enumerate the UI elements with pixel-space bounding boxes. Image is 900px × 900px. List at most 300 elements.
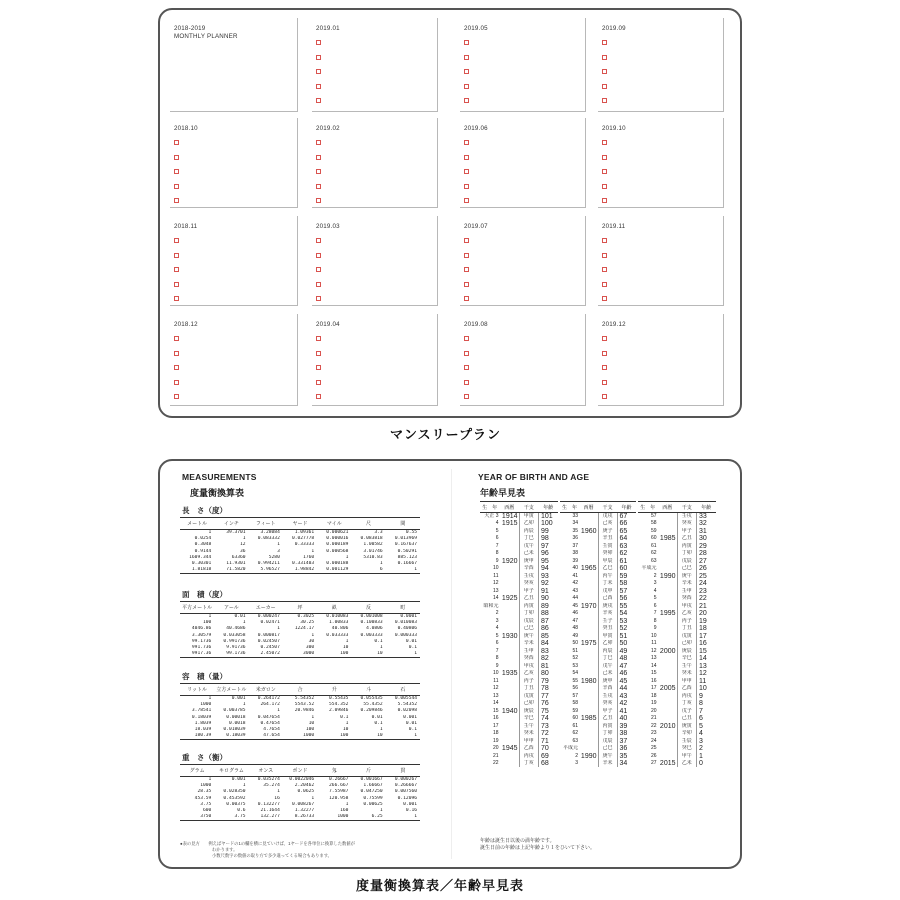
table-cell: 43: [572, 587, 578, 594]
table-row: [180, 614, 420, 621]
table-cell: 132.277: [249, 814, 283, 821]
table-cell: 1985: [580, 715, 597, 723]
checkbox-icon: [316, 155, 321, 160]
table-cell: 1: [386, 567, 420, 574]
month-label: 2019.04: [316, 321, 340, 328]
table-row: [480, 565, 558, 572]
table-cell: [579, 693, 598, 700]
table-cell: 1: [311, 548, 315, 554]
column-header: 匁: [317, 765, 351, 777]
table-cell: [579, 723, 598, 730]
column-header: マイル: [317, 518, 351, 530]
table-cell: 6: [495, 535, 499, 542]
table-cell: [658, 595, 678, 602]
table-cell: 600: [202, 808, 212, 814]
month-label: 2019.01: [316, 25, 340, 32]
table-cell: 辛亥: [598, 610, 617, 617]
table-cell: [579, 543, 598, 550]
table-cell: 2015: [659, 759, 676, 767]
table-row: [638, 760, 716, 767]
table-cell: 60: [572, 715, 578, 722]
table-cell: 0.000267: [394, 777, 417, 782]
checkbox-icon: [464, 282, 469, 287]
table-cell: 43: [617, 693, 636, 700]
table-cell: 26: [650, 752, 657, 759]
table-cell: 丁丑: [519, 685, 539, 692]
table-cell: 82: [539, 655, 559, 662]
table-cell: 1.8039: [194, 720, 212, 726]
table-cell: 丁亥: [519, 760, 539, 767]
table-cell: [658, 730, 678, 737]
checkbox-icon: [316, 198, 321, 203]
table-cell: 0.266667: [394, 783, 417, 789]
table-cell: 23: [650, 730, 657, 737]
table-cell: 庚子: [598, 528, 617, 535]
table-row: [480, 535, 558, 542]
month-label: 2019.09: [602, 25, 626, 32]
table-cell: 55.4352: [363, 702, 383, 708]
table-cell: 己亥: [598, 520, 617, 527]
table-cell: 0.0254: [194, 536, 212, 542]
table-cell: 丙寅: [519, 603, 539, 610]
table-cell: 1000: [283, 733, 317, 740]
table-cell: 0.01: [234, 614, 246, 619]
column-header: 間: [386, 518, 420, 530]
table-cell: 1: [277, 708, 280, 714]
table-cell: 0.55: [405, 530, 417, 535]
table-cell: 3: [575, 759, 578, 766]
table-cell: 52: [617, 625, 636, 632]
table-cell: [658, 678, 678, 685]
table-cell: 戊辰: [598, 738, 617, 745]
table-cell: 59: [650, 527, 657, 534]
table-cell: 庚午: [677, 573, 697, 580]
table-cell: 1925: [501, 595, 518, 603]
table-cell: 壬申: [519, 648, 539, 655]
table-cell: 0.001: [231, 696, 246, 701]
table-cell: 0.50291: [397, 548, 417, 554]
table-cell: 0.013969: [394, 536, 417, 542]
month-label: 2019.12: [602, 321, 626, 328]
table-cell: [500, 565, 520, 572]
table-cell: 10: [492, 565, 499, 572]
table-cell: 14: [650, 662, 657, 669]
table-cell: 13: [492, 692, 499, 699]
table-cell: [658, 558, 678, 565]
checkbox-icon: [464, 365, 469, 370]
table-cell: 45: [572, 602, 578, 609]
table-cell: 3: [495, 617, 499, 624]
table-cell: 79: [539, 678, 559, 685]
table-cell: 乙卯: [519, 520, 539, 527]
table-cell: 0.01: [405, 638, 417, 644]
table-cell: 癸未: [519, 730, 539, 737]
table-row: [560, 670, 636, 677]
table-cell: 36: [617, 745, 636, 752]
table-cell: [658, 670, 678, 677]
checkbox-icon: [602, 282, 607, 287]
checkbox-icon: [316, 69, 321, 74]
table-cell: 47: [617, 663, 636, 670]
table-row: [638, 543, 716, 550]
table-cell: 94: [539, 565, 559, 572]
column-header: 升: [317, 684, 351, 696]
table-cell: 0.001: [403, 801, 417, 807]
column-header: グラム: [180, 765, 214, 777]
table-cell: 0.000817: [257, 632, 280, 638]
table-cell: 3: [653, 580, 657, 587]
table-cell: [500, 730, 520, 737]
table-row: [560, 535, 636, 542]
note-line: ●表の見方 例えばヤードの1の欄を横に見ていけば、1ヤードを各単位に換算した数値が: [180, 841, 355, 846]
table-cell: 1: [242, 702, 246, 708]
table-cell: 98: [539, 535, 559, 542]
checkbox-icon: [316, 98, 321, 103]
table-cell: 3.78541: [191, 708, 212, 714]
table-cell: 0.991736: [223, 638, 246, 644]
table-cell: [579, 655, 598, 662]
section-title: 長 さ（度）: [182, 506, 227, 515]
table-row: [560, 745, 636, 752]
checkbox-icon: [464, 351, 469, 356]
table-cell: [500, 723, 520, 730]
column-header: キログラム: [214, 765, 248, 777]
table-cell: 0.18039: [191, 714, 212, 720]
table-cell: 甲戌: [677, 603, 697, 610]
table-cell: 乙巳: [598, 565, 617, 572]
table-cell: 壬寅: [598, 543, 617, 550]
table-cell: 己卯: [519, 700, 539, 707]
checkbox-icon: [174, 140, 179, 145]
table-cell: 8: [653, 617, 657, 624]
table-row: [180, 651, 420, 658]
table-cell: 40.806: [331, 626, 349, 632]
table-cell: 1000: [200, 702, 212, 708]
table-row: [638, 685, 716, 692]
column-header: 尺: [351, 518, 385, 530]
table-cell: [579, 573, 598, 580]
table-cell: 0: [697, 760, 717, 767]
table-cell: [658, 625, 678, 632]
table-cell: 14: [492, 595, 499, 602]
table-row: [638, 753, 716, 760]
checkbox-icon: [602, 40, 607, 45]
table-cell: 4: [495, 625, 499, 632]
table-row: [638, 700, 716, 707]
table-cell: 17: [492, 722, 499, 729]
table-row: [638, 663, 716, 670]
table-cell: 120.958: [329, 795, 349, 801]
table-cell: 0.047250: [360, 789, 383, 795]
table-cell: 癸酉: [677, 595, 697, 602]
table-cell: 991.736: [191, 645, 212, 651]
table-cell: 16: [697, 640, 717, 647]
table-cell: 丙子: [519, 678, 539, 685]
table-row: [560, 550, 636, 557]
table-row: [638, 738, 716, 745]
table-cell: 21.1644: [260, 808, 280, 814]
age-table: [480, 501, 558, 767]
table-cell: 7: [495, 647, 499, 654]
table-cell: 6: [653, 602, 657, 609]
table-cell: 99: [539, 528, 559, 535]
table-cell: 1: [379, 561, 383, 567]
table-row: [480, 513, 558, 521]
table-cell: 58: [650, 520, 657, 527]
table-cell: 0.209846: [360, 708, 383, 714]
table-cell: 丁卯: [519, 610, 539, 617]
table-cell: 己未: [519, 550, 539, 557]
table-cell: 0.083332: [257, 536, 280, 542]
age-table: [638, 501, 716, 767]
table-cell: 39.3701: [226, 530, 246, 535]
table-cell: [579, 618, 598, 625]
table-cell: 壬戌: [519, 573, 539, 580]
section-title: 面 積（度）: [182, 590, 227, 599]
column-header: エーカー: [249, 602, 283, 614]
table-cell: [658, 753, 678, 760]
table-cell: [658, 708, 678, 715]
table-cell: 32: [697, 520, 717, 527]
planner-month-cell: [598, 118, 724, 208]
table-cell: 0.028350: [223, 789, 246, 795]
planner-month-cell: [460, 18, 586, 112]
table-cell: [500, 693, 520, 700]
planner-month-cell: [460, 314, 586, 406]
column-header: フィート: [249, 518, 283, 530]
table-cell: 0.3025: [297, 614, 315, 619]
table-cell: 5: [697, 723, 717, 730]
table-row: [638, 603, 716, 610]
table-cell: 癸酉: [519, 655, 539, 662]
table-cell: 7: [653, 610, 657, 617]
table-row: [180, 777, 420, 784]
table-row: [480, 543, 558, 550]
table-cell: 己酉: [598, 595, 617, 602]
table-cell: 11: [493, 572, 499, 579]
table-cell: 丁卯: [677, 550, 697, 557]
table-cell: 丁未: [598, 580, 617, 587]
table-cell: 甲子: [677, 528, 697, 535]
checkbox-icon: [464, 140, 469, 145]
column-header: 生 年: [480, 502, 500, 513]
table-cell: 戊寅: [677, 633, 697, 640]
table-cell: 55: [617, 603, 636, 610]
column-header: 干支: [598, 502, 617, 513]
table-cell: 34: [572, 520, 578, 527]
table-cell: 癸未: [677, 670, 697, 677]
table-cell: 0.0001: [400, 614, 417, 619]
table-row: [638, 693, 716, 700]
table-cell: 69: [539, 753, 559, 760]
table-row: [638, 633, 716, 640]
table-cell: 3: [277, 548, 280, 554]
table-row: [638, 573, 716, 580]
table-cell: 1: [311, 714, 315, 720]
table-cell: 39: [572, 557, 578, 564]
table-cell: 己未: [598, 670, 617, 677]
checkbox-icon: [316, 380, 321, 385]
table-cell: 0.001129: [317, 567, 351, 574]
table-cell: 95: [539, 558, 559, 565]
column-header: 町: [386, 602, 420, 614]
table-cell: 庚寅: [677, 723, 697, 730]
table-cell: 0.0625: [297, 789, 315, 795]
table-cell: 100: [202, 620, 212, 626]
table-cell: 4: [495, 520, 499, 527]
column-header: 年齢: [697, 502, 717, 513]
checkbox-icon: [174, 169, 179, 174]
measurements-subtitle: 度量衡換算表: [190, 488, 245, 498]
table-cell: 300: [305, 645, 315, 651]
table-header-row: [180, 684, 420, 696]
table-row: [560, 678, 636, 685]
table-row: [480, 715, 558, 722]
table-row: [560, 565, 636, 572]
table-cell: 己卯: [677, 640, 697, 647]
table-cell: [579, 730, 598, 737]
table-cell: 0.26667: [329, 777, 349, 782]
table-cell: 2: [653, 572, 657, 579]
table-cell: [500, 640, 520, 647]
table-cell: 3.01746: [363, 548, 383, 554]
month-label: 2019.08: [464, 321, 488, 328]
table-cell: 0.3048: [194, 542, 212, 548]
table-row: [560, 520, 636, 527]
table-cell: 60: [650, 535, 657, 542]
table-cell: 8: [495, 550, 499, 557]
table-cell: 1: [345, 720, 349, 726]
table-cell: 33: [697, 513, 717, 521]
table-cell: 264.172: [260, 702, 280, 708]
table-row: [638, 640, 716, 647]
table-cell: 51: [617, 633, 636, 640]
table-cell: 44: [617, 685, 636, 692]
table-cell: [579, 535, 598, 542]
checkbox-icon: [316, 394, 321, 399]
table-row: [480, 550, 558, 557]
table-cell: [579, 633, 598, 640]
table-cell: 42: [572, 580, 578, 587]
table-cell: 47.654: [249, 733, 283, 740]
table-cell: 甲子: [519, 588, 539, 595]
table-cell: 30.25: [300, 620, 315, 626]
table-cell: 37: [572, 542, 578, 549]
checkbox-icon: [316, 267, 321, 272]
table-cell: 1: [386, 814, 420, 821]
table-cell: 0.001: [403, 714, 417, 720]
table-cell: [658, 550, 678, 557]
table-cell: 71.5820: [214, 567, 248, 574]
table-cell: [658, 693, 678, 700]
checkbox-icon: [316, 365, 321, 370]
table-cell: 0.16667: [397, 561, 417, 567]
table-cell: 0.100833: [360, 620, 383, 626]
table-row: [180, 696, 420, 703]
planner-month-cell: [598, 314, 724, 406]
table-cell: [658, 738, 678, 745]
table-cell: 1.32277: [294, 808, 315, 814]
checkbox-icon: [174, 184, 179, 189]
table-cell: 29: [697, 543, 717, 550]
checkbox-icon: [602, 253, 607, 258]
checkbox-icon: [602, 55, 607, 60]
checkbox-icon: [464, 253, 469, 258]
table-row: [560, 603, 636, 610]
table-cell: 50: [617, 640, 636, 647]
table-cell: 56: [617, 595, 636, 602]
table-cell: [658, 565, 678, 572]
table-cell: 13: [650, 655, 657, 662]
table-cell: 16: [492, 715, 499, 722]
checkbox-icon: [174, 238, 179, 243]
caption-measurements-age: 度量衡換算表／年齢早見表: [356, 878, 525, 893]
table-row: [560, 558, 636, 565]
table-cell: [579, 663, 598, 670]
table-row: [638, 520, 716, 527]
table-cell: 40: [617, 715, 636, 722]
checkbox-icon: [602, 140, 607, 145]
table-cell: 16: [650, 677, 657, 684]
table-cell: 5280: [268, 554, 280, 560]
table-cell: 己丑: [677, 715, 697, 722]
table-row: [480, 648, 558, 655]
planner-month-cell: [598, 216, 724, 306]
table-cell: 乙亥: [519, 670, 539, 677]
table-cell: [658, 700, 678, 707]
table-cell: 39: [617, 723, 636, 730]
table-cell: 1990: [659, 572, 676, 580]
table-row: [560, 648, 636, 655]
table-cell: 14: [492, 700, 499, 707]
table-row: [638, 670, 716, 677]
planner-month-cell: [598, 18, 724, 112]
table-cell: 1: [379, 645, 383, 651]
table-cell: 戊子: [677, 708, 697, 715]
table-cell: 61: [617, 558, 636, 565]
table-cell: 11: [697, 678, 717, 685]
table-header-row: [180, 765, 420, 777]
table-cell: [579, 625, 598, 632]
checkbox-icon: [464, 267, 469, 272]
checkbox-icon: [602, 336, 607, 341]
table-header-row: [560, 502, 636, 513]
table-cell: 15: [492, 707, 499, 714]
table-cell: 0.00375: [226, 801, 246, 807]
table-header-row: [180, 602, 420, 614]
table-cell: 65: [617, 528, 636, 535]
caption-monthly-plan: マンスリープラン: [390, 427, 501, 442]
checkbox-icon: [602, 198, 607, 203]
table-cell: 0.033333: [326, 632, 349, 638]
table-row: [560, 580, 636, 587]
table-row: [638, 580, 716, 587]
table-cell: [658, 640, 678, 647]
month-label: 2019.07: [464, 223, 488, 230]
table-cell: 90: [539, 595, 559, 602]
table-cell: 1224.17: [294, 626, 315, 632]
table-cell: 戊辰: [677, 558, 697, 565]
table-row: [638, 648, 716, 655]
column-header: 西暦: [500, 502, 520, 513]
table-row: [560, 655, 636, 662]
table-cell: 21: [492, 752, 499, 759]
table-cell: 丙寅: [598, 723, 617, 730]
table-cell: 1: [345, 638, 349, 644]
table-cell: 8: [495, 655, 499, 662]
table-cell: 554.352: [329, 702, 349, 708]
checkbox-icon: [602, 155, 607, 160]
